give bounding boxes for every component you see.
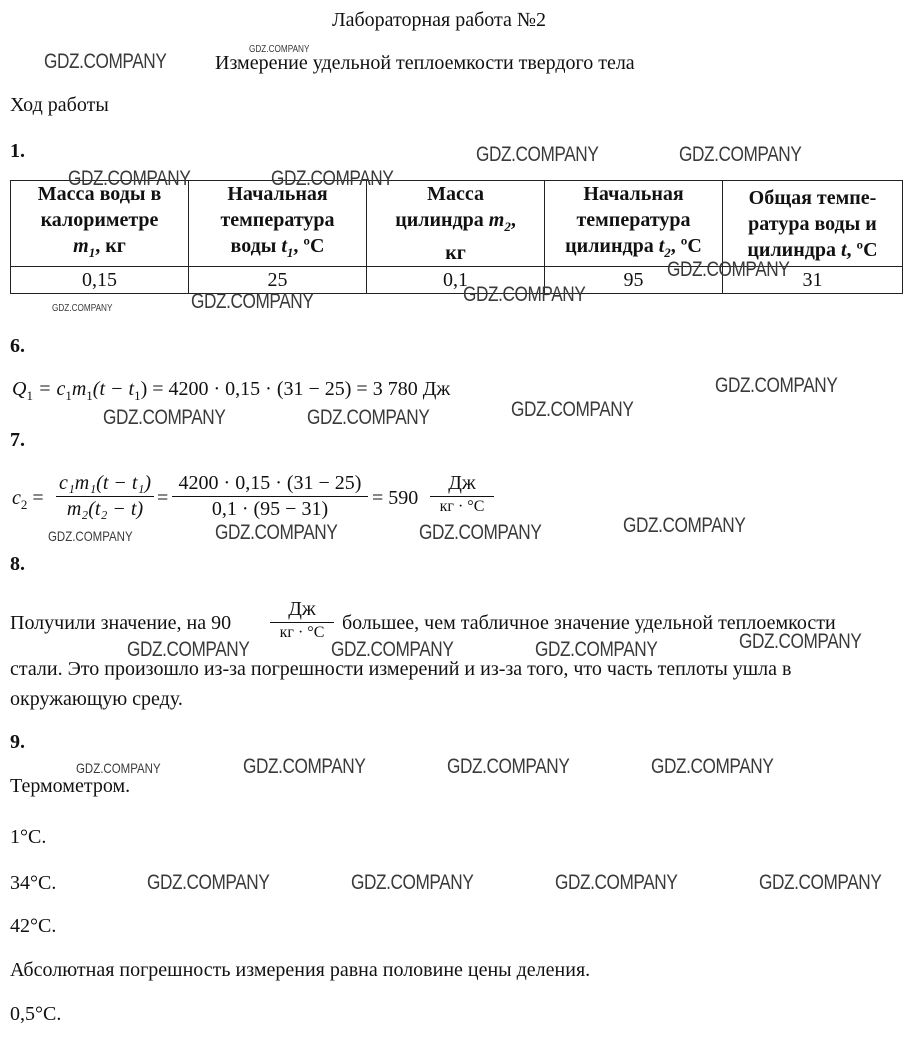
formula-c2-eq: = <box>157 487 169 509</box>
page-title: Лабораторная работа №2 <box>332 9 546 31</box>
watermark: GDZ.COMPANY <box>243 755 366 778</box>
watermark: GDZ.COMPANY <box>271 167 394 190</box>
answer-error-rule: Абсолютная погрешность измерения равна половине цены деления. <box>10 959 591 981</box>
watermark: GDZ.COMPANY <box>463 283 586 306</box>
table-header-water-mass: Масса воды в калориметре $m_1$, кг <box>11 181 189 267</box>
watermark: GDZ.COMPANY <box>447 755 570 778</box>
table-cell: 0,15 <box>11 267 189 294</box>
conclusion-line-2: стали. Это произошло из-за погрешности измерений и из-за того, что часть теплоты ушла в <box>10 658 792 680</box>
formula-c2-unit: Дж кг · °С <box>430 472 494 516</box>
table-header-cylinder-mass: Масса цилиндра $m_2$, кг <box>367 181 545 267</box>
formula-c2-fraction-numeric: 4200 · 0,15 · (31 − 25) 0,1 · (95 − 31) <box>172 472 368 521</box>
conclusion-text-start: Получили значение, на 90 <box>10 612 232 634</box>
watermark: GDZ.COMPANY <box>351 871 474 894</box>
watermark: GDZ.COMPANY <box>511 398 634 421</box>
step-7-label: 7. <box>10 429 25 451</box>
table-header-water-temp: Начальная температура воды $t_1$, ºС <box>189 181 367 267</box>
step-9-label: 9. <box>10 731 25 753</box>
answer-initial-temp: 34°С. <box>10 872 57 894</box>
watermark: GDZ.COMPANY <box>44 50 167 73</box>
watermark: GDZ.COMPANY <box>127 638 250 661</box>
table-header-cylinder-temp: Начальная температура цилиндра $t_2$, ºС <box>545 181 723 267</box>
watermark: GDZ.COMPANY <box>679 143 802 166</box>
table-cell: 0,1 <box>367 267 545 294</box>
formula-c2-fraction-symbolic: c₁m₁(t − t₁) m₂(t₂ − t) <box>56 472 154 521</box>
watermark: GDZ.COMPANY <box>103 406 226 429</box>
watermark: GDZ.COMPANY <box>651 755 774 778</box>
watermark: GDZ.COMPANY <box>147 871 270 894</box>
conclusion-line-3: окружающую среду. <box>10 688 183 710</box>
step-8-label: 8. <box>10 553 25 575</box>
watermark: GDZ.COMPANY <box>419 521 542 544</box>
conclusion-unit: Дж кг · °С <box>270 598 334 642</box>
section-heading: Ход работы <box>10 94 109 116</box>
watermark: GDZ.COMPANY <box>476 143 599 166</box>
answer-absolute-error: 0,5°С. <box>10 1003 62 1025</box>
watermark: GDZ.COMPANY <box>307 406 430 429</box>
table-cell: 31 <box>723 267 903 294</box>
answer-instrument: Термометром. <box>10 775 131 797</box>
answer-final-temp: 42°С. <box>10 915 57 937</box>
page-subtitle: Измерение удельной теплоемкости твердого тела <box>215 52 635 74</box>
watermark: GDZ.COMPANY <box>48 528 133 544</box>
watermark: GDZ.COMPANY <box>623 514 746 537</box>
table-cell: 25 <box>189 267 367 294</box>
watermark: GDZ.COMPANY <box>249 44 310 55</box>
watermark: GDZ.COMPANY <box>52 303 113 314</box>
watermark: GDZ.COMPANY <box>739 630 862 653</box>
watermark: GDZ.COMPANY <box>76 760 161 776</box>
formula-c2-result: = 590 <box>372 487 419 509</box>
step-6-label: 6. <box>10 335 25 357</box>
step-1-label: 1. <box>10 140 25 162</box>
watermark: GDZ.COMPANY <box>191 290 314 313</box>
watermark: GDZ.COMPANY <box>215 521 338 544</box>
formula-q1: $Q_1 = c_1m_1(t - t_1) = 4200 \cdot 0,15 \cdot (31 - 25) = 3$ 780 Дж <box>12 378 451 403</box>
table-header-row <box>11 181 903 267</box>
formula-c2-lhs: $c_2$ = <box>12 487 44 512</box>
watermark: GDZ.COMPANY <box>667 258 790 281</box>
watermark: GDZ.COMPANY <box>555 871 678 894</box>
watermark: GDZ.COMPANY <box>68 167 191 190</box>
table-cell: 95 <box>545 267 723 294</box>
watermark: GDZ.COMPANY <box>715 374 838 397</box>
table-header-total-temp: Общая темпе- ратура воды и цилиндра t, ºС <box>723 181 903 267</box>
watermark: GDZ.COMPANY <box>535 638 658 661</box>
answer-division-value: 1°С. <box>10 826 47 848</box>
conclusion-text-end: большее, чем табличное значение удельной теплоемкости <box>342 612 836 634</box>
watermark: GDZ.COMPANY <box>759 871 882 894</box>
watermark: GDZ.COMPANY <box>331 638 454 661</box>
